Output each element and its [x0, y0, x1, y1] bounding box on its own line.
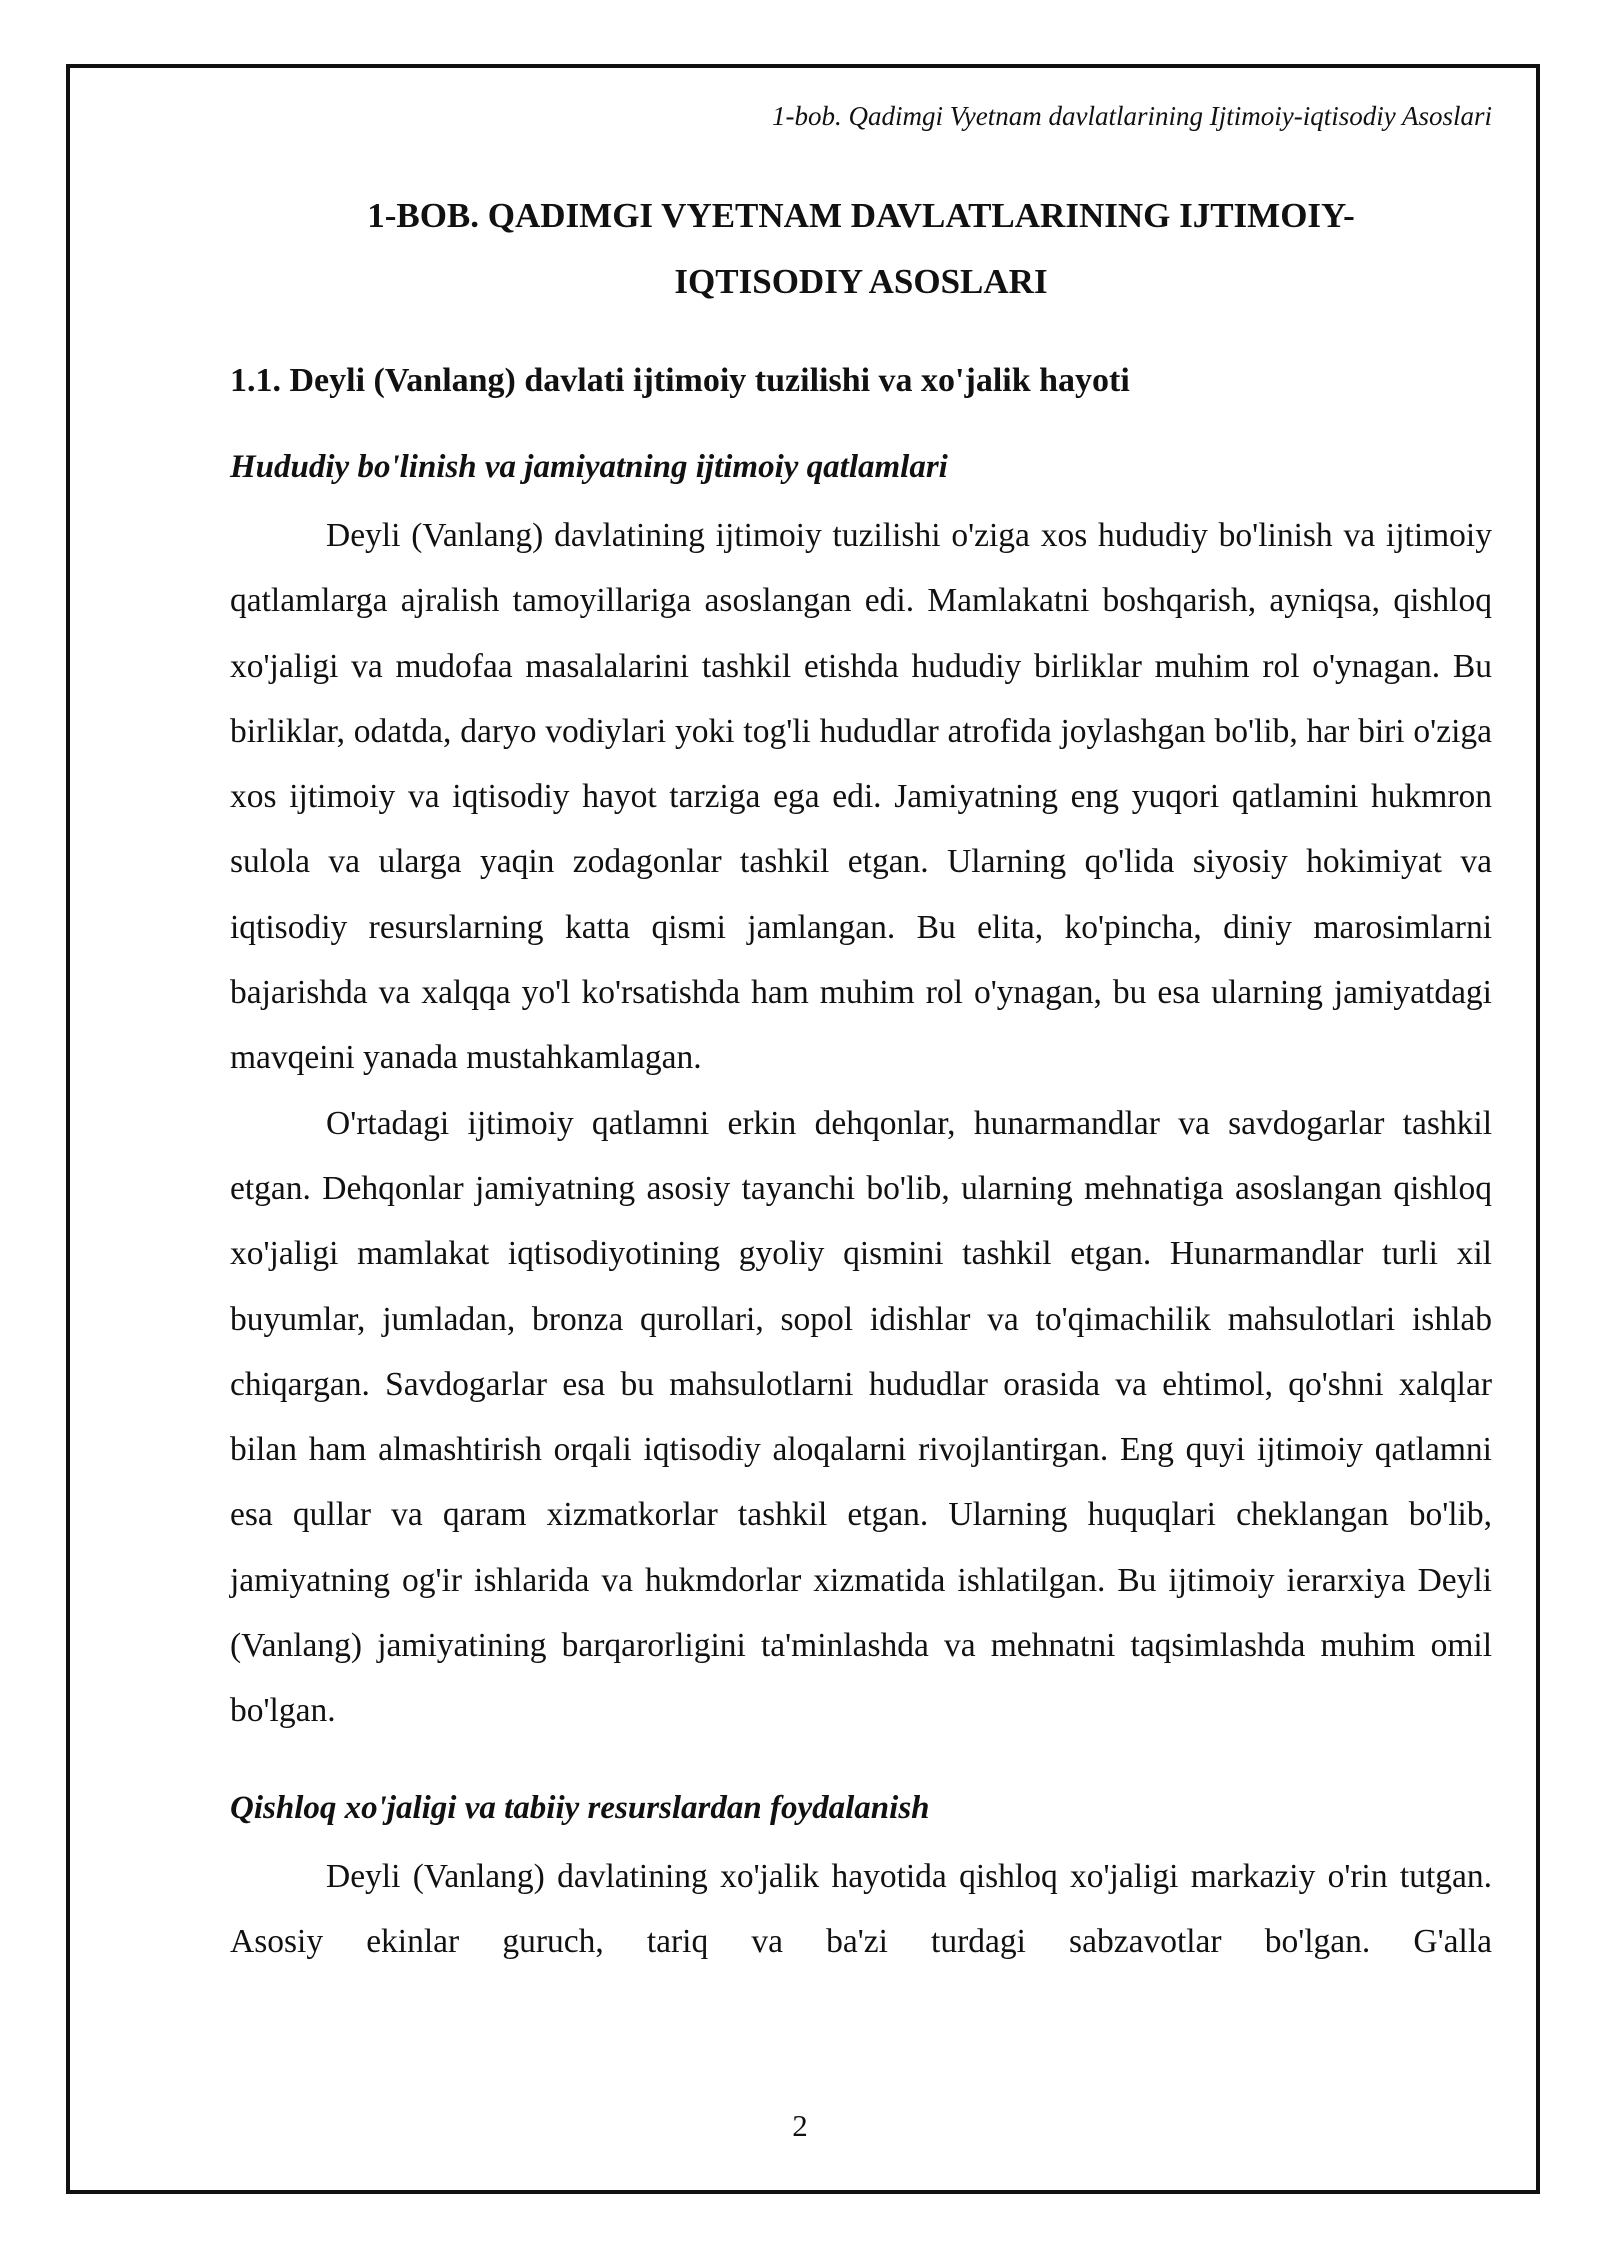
subsection-title-agriculture: Qishloq xo'jaligi va tabiiy resurslardan foydalanish — [230, 1789, 930, 1826]
chapter-title-line-1: 1-BOB. QADIMGI VYETNAM DAVLATLARINING IJTIMOIY- — [367, 196, 1355, 235]
chapter-title — [230, 183, 1492, 315]
page-content — [230, 183, 1492, 1974]
paragraph: O'rtadagi ijtimoiy qatlamni erkin dehqonlar, hunarmandlar va savdogarlar tashkil etgan. Dehqonlar jamiyatning asosiy tayanchi bo'lib, ularning mehnatiga asoslangan qishloq xo'jaligi mamlakat iqtisodiyotining gyoliy qismini tashkil etgan. Hunarmandlar turli xil buyumlar, jumladan, bronza qurollari, sopol idishlar va to'qimachilik mahsulotlari ishlab chiqargan. Savdogarlar esa bu mahsulotlarni hududlar orasida va ehtimol, qo'shni xalqlar bilan ham almashtirish orqali iqtisodiy aloqalarni rivojlantirgan. Eng quyi ijtimoiy qatlamni esa qullar va qaram xizmatkorlar tashkil etgan. Ularning huquqlari cheklangan bo'lib, jamiyatning og'ir ishlarida va hukmdorlar xizmatida ishlatilgan. Bu ijtimoiy ierarxiya Deyli (Vanlang) jamiyatining barqarorligini ta'minlashda va mehnatni taqsimlashda muhim omil bo'lgan. — [230, 1104, 1492, 1730]
chapter-title-line-2: IQTISODIY ASOSLARI — [674, 262, 1048, 301]
subsection-title-social-strata: Hududiy bo'linish va jamiyatning ijtimoiy qatlamlari — [230, 449, 948, 485]
paragraph: Deyli (Vanlang) davlatining ijtimoiy tuzilishi o'ziga xos hududiy bo'linish va ijtimoiy qatlamlarga ajralish tamoyillariga asoslangan edi. Mamlakatni boshqarish, ayniqsa, qishloq xo'jaligi va mudofaa masalalarini tashkil etishda hududiy birliklar muhim rol o'ynagan. Bu birliklar, odatda, daryo vodiylari yoki tog'li hududlar atrofida joylashgan bo'lib, har biri o'ziga xos ijtimoiy va iqtisodiy hayot tarziga ega edi. Jamiyatning eng yuqori qatlamini hukmron sulola va ularga yaqin zodagonlar tashkil etgan. Ularning qo'lida siyosiy hokimiyat va iqtisodiy resurslarning katta qismi jamlangan. Bu elita, ko'pincha, diniy marosimlarni bajarishda va xalqqa yo'l ko'rsatishda ham muhim rol o'ynagan, bu esa ularning jamiyatdagi mavqeini yanada mustahkamlagan. — [230, 517, 1492, 1077]
section-title: 1.1. Deyli (Vanlang) davlati ijtimoiy tuzilishi va xo'jalik hayoti — [230, 362, 1130, 399]
running-header: 1-bob. Qadimgi Vyetnam davlatlarining Ijtimoiy-iqtisodiy Asoslari — [772, 101, 1492, 131]
page-number: 2 — [792, 2108, 808, 2143]
paragraph: Deyli (Vanlang) davlatining xo'jalik hayotida qishloq xo'jaligi markaziy o'rin tutgan. Asosiy ekinlar guruch, tariq va ba'zi turdagi sabzavotlar bo'lgan. G'alla — [230, 1857, 1492, 1960]
